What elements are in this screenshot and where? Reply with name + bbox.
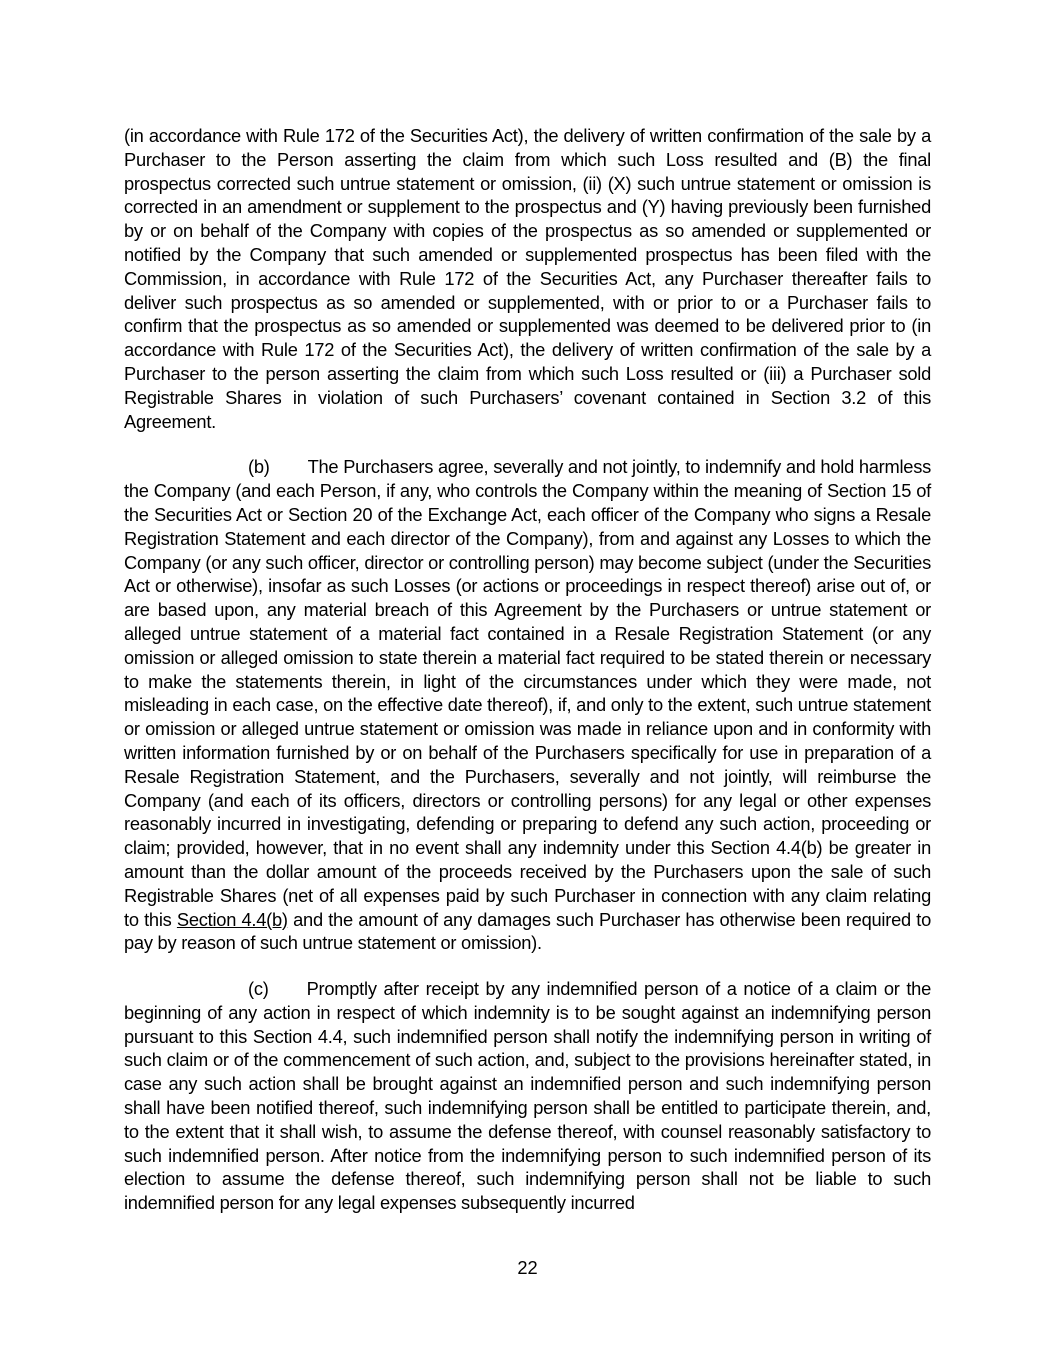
page-number: 22 xyxy=(517,1257,538,1278)
document-body xyxy=(124,124,931,1215)
paragraph-b-text: The Purchasers agree, severally and not jointly, to indemnify and hold harmless the Company (and each Person, if any, who controls the Company within the meaning of Section 15 of the Securities Act or Section 20 of the Exchange Act, each officer of the Company who signs a Resale Registration Statement and each director of the Company), from and against any Losses to which the Company (or any such officer, director or controlling person) may become subject (under the Securities Act or otherwise), insofar as such Losses (or actions or proceedings in respect thereof) arise out of, or are based upon, any material breach of this Agreement by the Purchasers or untrue statement or alleged untrue statement of a material fact contained in a Resale Registration Statement (or any omission or alleged omission to state therein a material fact required to be stated therein or necessary to make the statements therein, in light of the circumstances under which they were made, not misleading in each case, on the effective date thereof), if, and only to the extent, such untrue statement or omission or alleged untrue statement or omission was made in reliance upon and in conformity with written information furnished by or on behalf of the Purchasers specifically for use in preparation of a Resale Registration Statement, and the Purchasers, severally and not jointly, will reimburse the Company (and each of its officers, directors or controlling persons) for any legal or other expenses reasonably incurred in investigating, defending or preparing to defend any such action, proceeding or claim; provided, however, that in no event shall any indemnity under this Section 4.4(b) be greater in amount than the dollar amount of the proceeds received by the Purchasers upon the sale of such Registrable Shares (net of all expenses paid by such Purchaser in connection with any claim relating to this xyxy=(124,456,931,930)
paragraph-b-text-end: and the amount of any damages such Purchaser has otherwise been required to pay by reason of such untrue statement or omission). xyxy=(124,908,931,954)
paragraph-c-label: (c) xyxy=(248,978,269,1000)
paragraph-c-text: Promptly after receipt by any indemnified person of a notice of a claim or the beginning of any action in respect of which indemnity is to be sought against an indemnifying person pursuant to this Section 4.4, such indemnified person shall notify the indemnifying person in writing of such claim or of the commencement of such action, and, subject to the provisions hereinafter stated, in case any such action shall be brought against an indemnified person and such indemnifying person shall have been notified thereof, such indemnifying person shall be entitled to participate therein, and, to the extent that it shall wish, to assume the defense thereof, with counsel reasonably satisfactory to such indemnified person. After notice from the indemnifying person to such indemnified person of its election to assume the defense thereof, such indemnifying person shall not be liable to such indemnified person for any legal expenses subsequently incurred xyxy=(124,978,931,1214)
paragraph-c xyxy=(124,977,931,1215)
paragraph-b-label: (b) xyxy=(248,456,270,478)
paragraph-b xyxy=(124,455,931,955)
section-reference-underlined: Section 4.4(b) xyxy=(176,908,288,930)
paragraph-continuation: (in accordance with Rule 172 of the Securities Act), the delivery of written confirmation of the sale by a Purchaser to the Person asserting the claim from which such Loss resulted and (B) the final prospectus corrected such untrue statement or omission, (ii) (X) such untrue statement or omission is corrected in an amendment or supplement to the prospectus and (Y) having previously been furnished by or on behalf of the Company with copies of the prospectus as so amended or supplemented or notified by the Company that such amended or supplemented prospectus has been filed with the Commission, in accordance with Rule 172 of the Securities Act, any Purchaser thereafter fails to deliver such prospectus as so amended or supplemented, with or prior to or a Purchaser fails to confirm that the prospectus as so amended or supplemented was deemed to be delivered prior to (in accordance with Rule 172 of the Securities Act), the delivery of written confirmation of the sale by a Purchaser to the person asserting the claim from which such Loss resulted or (iii) a Purchaser sold Registrable Shares in violation of such Purchasers’ covenant contained in Section 3.2 of this Agreement. xyxy=(124,125,931,432)
